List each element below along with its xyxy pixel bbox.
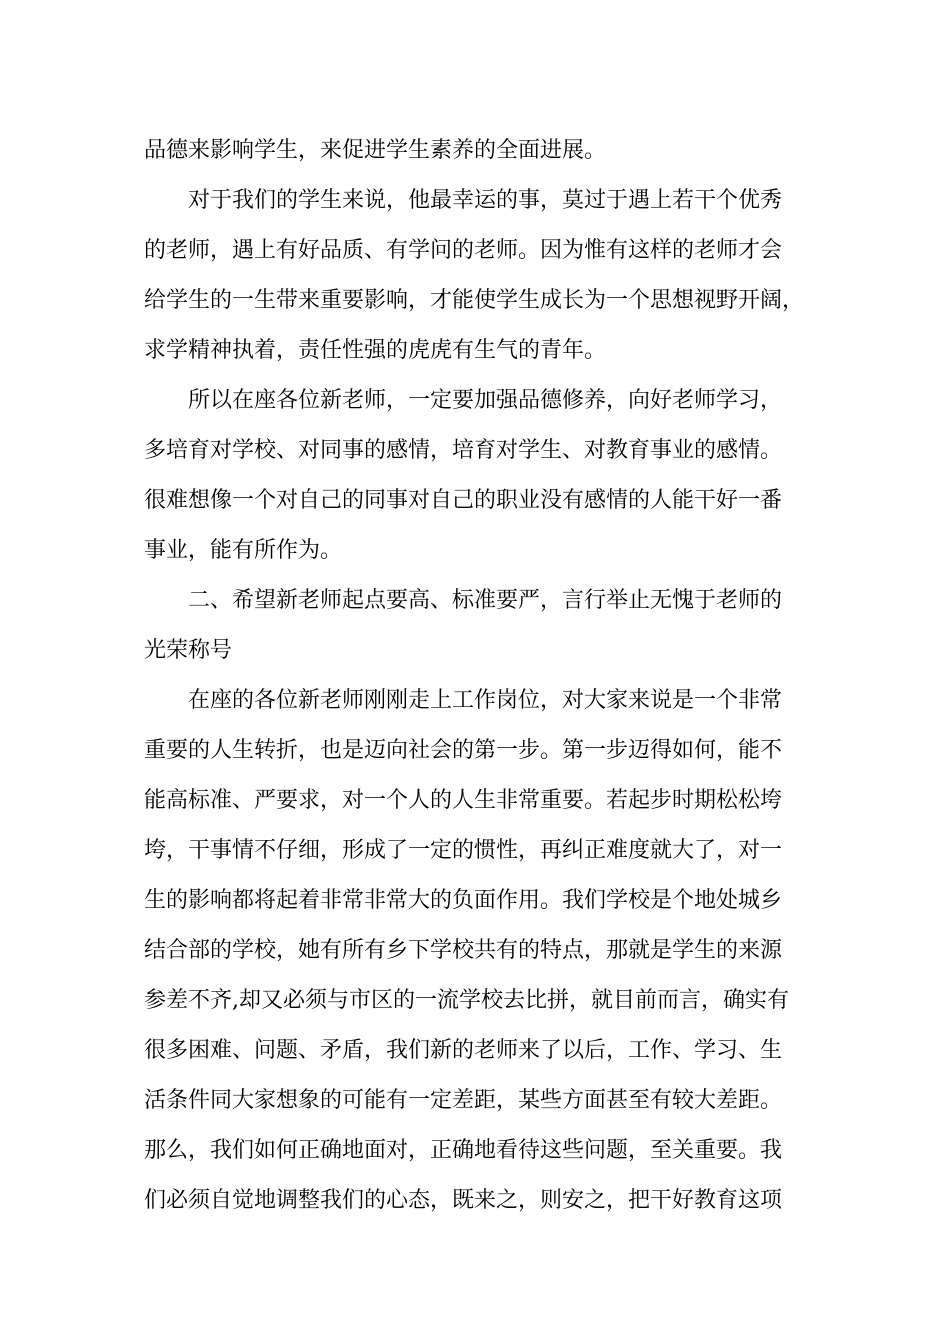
text-line: 能高标准、严要求，对一个人的人生非常重要。若起步时期松松垮 (144, 788, 783, 813)
text-line: 重要的人生转折，也是迈向社会的第一步。第一步迈得如何，能不 (144, 738, 783, 763)
text-line: 的老师，遇上有好品质、有学问的老师。因为惟有这样的老师才会 (144, 238, 783, 263)
text-line: 在座的各位新老师刚刚走上工作岗位，对大家来说是一个非常 (188, 688, 783, 713)
text-line: 那么，我们如何正确地面对，正确地看待这些问题，至关重要。我 (144, 1138, 783, 1163)
text-line: 参差不齐,却又必须与市区的一流学校去比拼，就目前而言，确实有 (144, 988, 789, 1013)
text-line: 所以在座各位新老师，一定要加强品德修养，向好老师学习， (188, 388, 783, 413)
text-line: 给学生的一生带来重要影响，才能使学生成长为一个思想视野开阔， (144, 288, 805, 313)
text-line: 活条件同大家想象的可能有一定差距，某些方面甚至有较大差距。 (144, 1088, 783, 1113)
text-line: 二、希望新老师起点要高、标准要严，言行举止无愧于老师的 (188, 588, 783, 613)
text-line: 生的影响都将起着非常非常大的负面作用。我们学校是个地处城乡 (144, 888, 783, 913)
text-line: 垮，干事情不仔细，形成了一定的惯性，再纠正难度就大了，对一 (144, 838, 783, 863)
text-line: 很难想像一个对自己的同事对自己的职业没有感情的人能干好一番 (144, 488, 783, 513)
paragraph-3 (144, 376, 822, 576)
text-line: 对于我们的学生来说，他最幸运的事，莫过于遇上若干个优秀 (188, 188, 783, 213)
paragraph-2 (144, 176, 822, 376)
text-line: 多培育对学校、对同事的感情，培育对学生、对教育事业的感情。 (144, 438, 783, 463)
paragraph-1 (144, 126, 822, 176)
document-page (144, 126, 822, 1226)
text-line: 事业，能有所作为。 (144, 538, 343, 563)
text-line: 光荣称号 (144, 638, 233, 663)
section-heading-2 (144, 576, 822, 676)
paragraph-5 (144, 676, 822, 1226)
text-line: 很多困难、问题、矛盾，我们新的老师来了以后，工作、学习、生 (144, 1038, 783, 1063)
text-line: 结合部的学校，她有所有乡下学校共有的特点，那就是学生的来源 (144, 938, 783, 963)
text-line: 品德来影响学生，来促进学生素养的全面进展。 (144, 138, 607, 163)
text-line: 们必须自觉地调整我们的心态，既来之，则安之，把干好教育这项 (144, 1188, 783, 1213)
text-line: 求学精神执着，责任性强的虎虎有生气的青年。 (144, 338, 607, 363)
